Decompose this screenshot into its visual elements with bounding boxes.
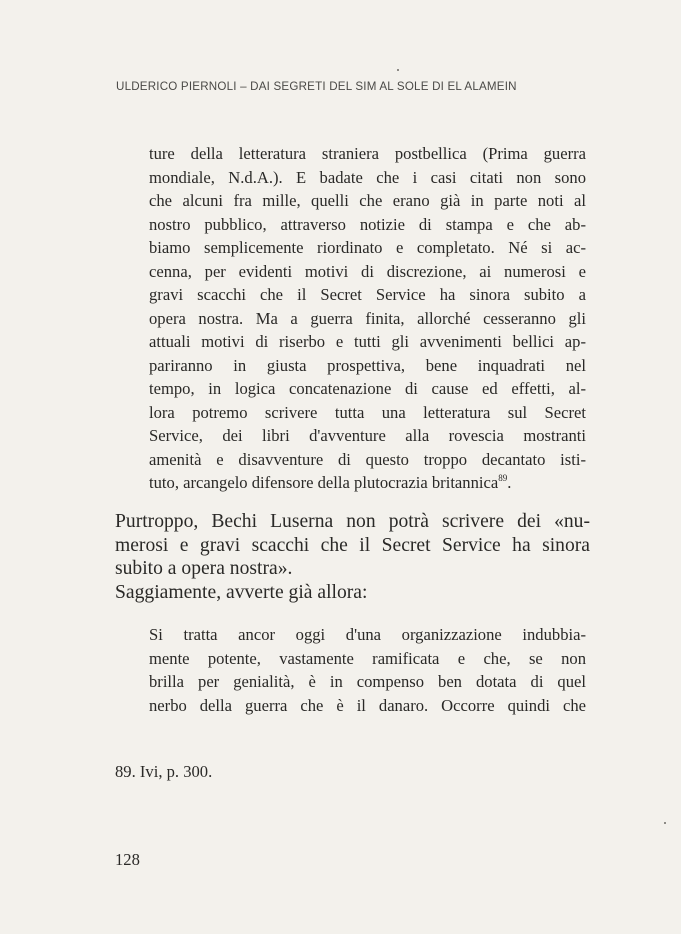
quote-line: pariranno in giusta prospettiva, bene inquadrati nel [149, 355, 586, 375]
block-quote-2 [149, 623, 586, 717]
quote-line: mondiale, N.d.A.). E badate che i casi citati non sono [149, 167, 586, 187]
quote-line: attuali motivi di riserbo e tutti gli avvenimenti bellici ap- [149, 332, 586, 351]
running-head: ULDERICO PIERNOLI – DAI SEGRETI DEL SIM AL SOLE DI EL ALAMEIN [116, 80, 517, 93]
quote-line: amenità e disavventure di questo troppo decantato isti- [149, 449, 586, 469]
quote-line: biamo semplicemente riordinato e completato. Né si ac- [149, 238, 586, 257]
quote-line: ture della letteratura straniera postbellica (Prima guerra [149, 144, 586, 163]
quote-line: mente potente, vastamente ramificata e che, se non [149, 648, 586, 668]
paper-speck [664, 822, 666, 824]
footnote: 89. Ivi, p. 300. [115, 762, 213, 781]
block-quote-1 [149, 142, 586, 495]
quote-line-text: tuto, arcangelo difensore della plutocrazia britannica [149, 473, 499, 492]
quote-line: cenna, per evidenti motivi di discrezione, ai numerosi e [149, 261, 586, 281]
page-number: 128 [115, 850, 140, 869]
quote-line: Service, dei libri d'avventure alla rovescia mostranti [149, 426, 586, 445]
footnote-reference[interactable]: 89 [498, 473, 508, 483]
quote-line: nerbo della guerra che è il danaro. Occorre quindi che [149, 695, 586, 715]
body-line: subito a opera nostra». [115, 558, 293, 580]
quote-line: che alcuni fra mille, quelli che erano già in parte noti al [149, 191, 586, 210]
quote-line: tempo, in logica concatenazione di cause ed effetti, al- [149, 379, 586, 398]
quote-line: brilla per genialità, è in compenso ben dotata di quel [149, 672, 586, 691]
body-line: Purtroppo, Bechi Luserna non potrà scrivere dei «nu- [115, 511, 590, 532]
quote-line: opera nostra. Ma a guerra finita, allorché cesseranno gli [149, 308, 586, 328]
quote-line-final [149, 471, 586, 495]
body-line: merosi e gravi scacchi che il Secret Service ha sinora [115, 534, 590, 556]
quote-line: Si tratta ancor oggi d'una organizzazione indubbia- [149, 625, 586, 644]
quote-line: lora potremo scrivere tutta una letteratura sul Secret [149, 402, 586, 422]
body-paragraph [115, 510, 590, 604]
paper-speck [397, 69, 399, 71]
quote-line: gravi scacchi che il Secret Service ha sinora subito a [149, 285, 586, 304]
body-line: Saggiamente, avverte già allora: [115, 581, 368, 603]
end-punctuation: . [507, 473, 512, 492]
quote-line: nostro pubblico, attraverso notizie di stampa e che ab- [149, 214, 586, 234]
